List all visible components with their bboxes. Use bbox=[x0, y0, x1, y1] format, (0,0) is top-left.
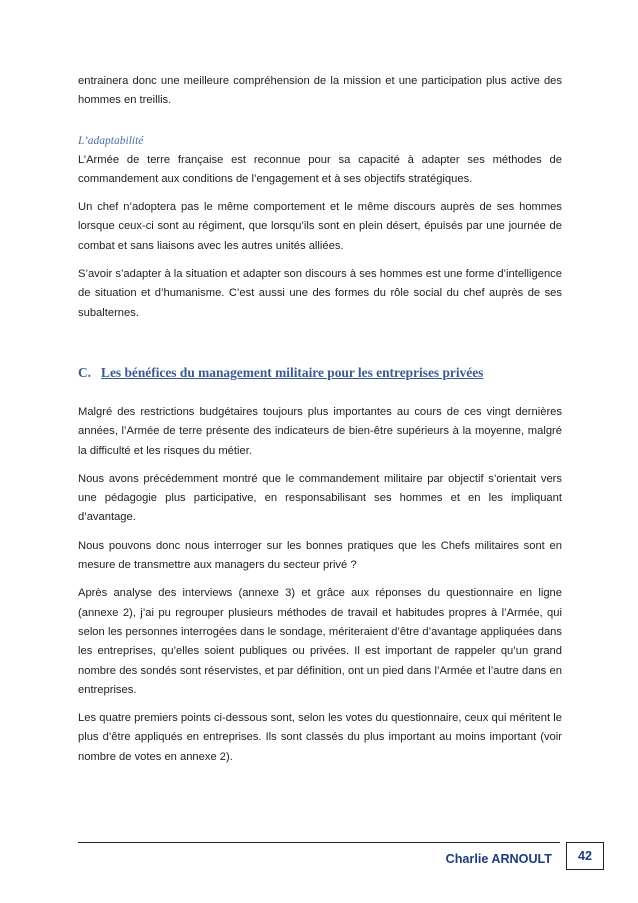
paragraph-section-1: Malgré des restrictions budgétaires toujours plus importantes au cours de ces vingt dernières années, l’Armée de terre présente des indicateurs de bien-être supérieurs à la moyenne, malgré la difficulté et les risques du métier. bbox=[78, 405, 562, 457]
paragraph-section-5: Les quatre premiers points ci-dessous sont, selon les votes du questionnaire, ceux qui méritent le plus d’être appliqués en entreprises. Ils sont classés du plus important au moins important (voir nombre de votes en annexe 2). bbox=[78, 712, 562, 763]
paragraph-adaptability-3: S’avoir s’adapter à la situation et adapter son discours à ses hommes est une forme d’intelligence de situation et d’humanisme. C’est aussi une des formes du rôle social du chef auprès de ses subalternes. bbox=[78, 268, 562, 319]
section-number: C. bbox=[78, 364, 92, 380]
footer-author: Charlie ARNOULT bbox=[445, 852, 552, 866]
section-heading bbox=[78, 363, 562, 383]
section-title: Les bénéfices du management militaire pour les entreprises privées bbox=[101, 364, 484, 380]
page-body bbox=[78, 72, 562, 767]
paragraph-adaptability-1: L’Armée de terre française est reconnue pour sa capacité à adapter ses méthodes de commandement aux conditions de l’engagement et à ses objectifs stratégiques. bbox=[78, 153, 562, 185]
footer-divider bbox=[78, 842, 560, 843]
subheading-adaptability: L’adaptabilité bbox=[78, 134, 144, 147]
paragraph-section-3: Nous pouvons donc nous interroger sur les bonnes pratiques que les Chefs militaires sont en mesure de transmettre aux managers du secteur privé ? bbox=[78, 539, 562, 572]
paragraph-section-2: Nous avons précédemment montré que le commandement militaire par objectif s’orientait vers une pédagogie plus participative, en responsabilisant ses hommes et en les impliquant d’avantage. bbox=[78, 472, 562, 524]
paragraph-continuation: entrainera donc une meilleure compréhension de la mission et une participation plus active des hommes en treillis. bbox=[78, 75, 562, 107]
paragraph-section-4: Après analyse des interviews (annexe 3) et grâce aux réponses du questionnaire en ligne (annexe 2), j’ai pu regrouper plusieurs méthodes de travail et habitudes propres à l’Armée, qui selon les personnes interrogées dans le sondage, mériteraient d’être d’avantage appliquées dans les entreprises, qu’elles soient publiques ou privées. Il est important de rappeler qu’un grand nombre des sondés sont réservistes, et par définition, ont un pied dans l’Armée et l’autre dans en entreprises. bbox=[78, 587, 562, 696]
paragraph-adaptability-2: Un chef n’adoptera pas le même comportement et le même discours auprès de ses hommes lorsque ceux-ci sont au régiment, que lorsqu’ils sont en plein désert, épuisés par une journée de combat et sans liaisons avec les autres unités alliées. bbox=[78, 201, 562, 252]
page-number: 42 bbox=[566, 842, 604, 870]
